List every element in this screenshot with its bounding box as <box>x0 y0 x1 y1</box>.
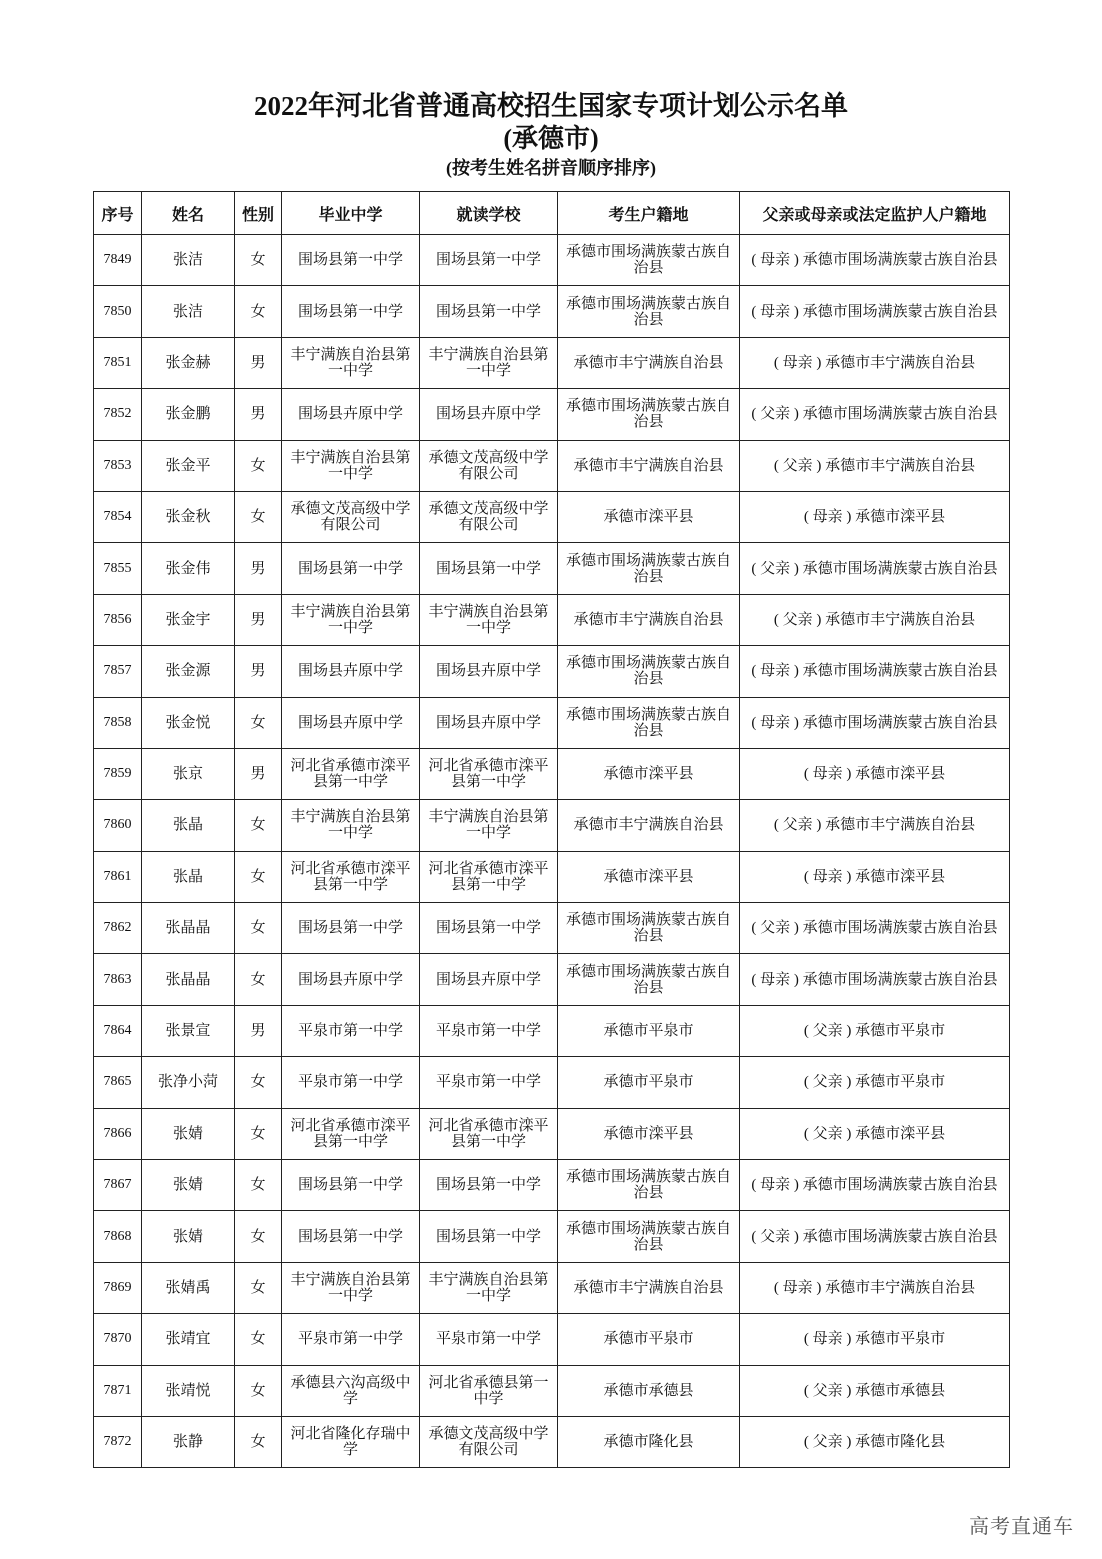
cell-graduated-school: 河北省承德市滦平县第一中学 <box>282 851 420 902</box>
table-row <box>94 954 1010 1005</box>
cell-guardian-residence: ( 父亲 ) 承德市丰宁满族自治县 <box>740 594 1010 645</box>
cell-graduated-school: 丰宁满族自治县第一中学 <box>282 440 420 491</box>
cell-student-residence: 承德市滦平县 <box>558 491 740 542</box>
table-row <box>94 1108 1010 1159</box>
column-header-current-school: 就读学校 <box>420 192 558 235</box>
cell-index: 7867 <box>94 1160 142 1211</box>
cell-guardian-residence: ( 母亲 ) 承德市围场满族蒙古族自治县 <box>740 646 1010 697</box>
cell-index: 7849 <box>94 235 142 286</box>
cell-index: 7871 <box>94 1365 142 1416</box>
cell-index: 7866 <box>94 1108 142 1159</box>
cell-name: 张晶 <box>142 800 235 851</box>
table-row <box>94 851 1010 902</box>
cell-graduated-school: 丰宁满族自治县第一中学 <box>282 594 420 645</box>
column-header-student-residence: 考生户籍地 <box>558 192 740 235</box>
cell-guardian-residence: ( 母亲 ) 承德市丰宁满族自治县 <box>740 337 1010 388</box>
table-body <box>94 235 1010 1468</box>
cell-index: 7865 <box>94 1057 142 1108</box>
document-title: 2022年河北省普通高校招生国家专项计划公示名单 <box>254 91 848 121</box>
cell-student-residence: 承德市滦平县 <box>558 851 740 902</box>
table-row <box>94 286 1010 337</box>
cell-gender: 女 <box>235 697 282 748</box>
table-row <box>94 440 1010 491</box>
cell-current-school: 围场县卉原中学 <box>420 954 558 1005</box>
cell-current-school: 围场县第一中学 <box>420 1211 558 1262</box>
cell-gender: 女 <box>235 954 282 1005</box>
cell-index: 7868 <box>94 1211 142 1262</box>
cell-guardian-residence: ( 母亲 ) 承德市滦平县 <box>740 851 1010 902</box>
cell-index: 7851 <box>94 337 142 388</box>
table-row <box>94 1314 1010 1365</box>
cell-gender: 女 <box>235 1211 282 1262</box>
cell-student-residence: 承德市围场满族蒙古族自治县 <box>558 286 740 337</box>
cell-name: 张静 <box>142 1416 235 1467</box>
cell-student-residence: 承德市隆化县 <box>558 1416 740 1467</box>
cell-gender: 女 <box>235 491 282 542</box>
table-row <box>94 491 1010 542</box>
cell-student-residence: 承德市围场满族蒙古族自治县 <box>558 235 740 286</box>
cell-graduated-school: 河北省承德市滦平县第一中学 <box>282 1108 420 1159</box>
cell-guardian-residence: ( 母亲 ) 承德市围场满族蒙古族自治县 <box>740 954 1010 1005</box>
cell-guardian-residence: ( 父亲 ) 承德市围场满族蒙古族自治县 <box>740 543 1010 594</box>
cell-guardian-residence: ( 母亲 ) 承德市平泉市 <box>740 1314 1010 1365</box>
cell-index: 7856 <box>94 594 142 645</box>
cell-student-residence: 承德市丰宁满族自治县 <box>558 800 740 851</box>
cell-index: 7854 <box>94 491 142 542</box>
column-header-graduated-school: 毕业中学 <box>282 192 420 235</box>
cell-graduated-school: 围场县第一中学 <box>282 1211 420 1262</box>
table-row <box>94 1262 1010 1313</box>
sort-note: (按考生姓名拼音顺序排序) <box>446 158 656 178</box>
cell-gender: 女 <box>235 1057 282 1108</box>
table-row <box>94 748 1010 799</box>
cell-name: 张金源 <box>142 646 235 697</box>
cell-index: 7857 <box>94 646 142 697</box>
cell-name: 张净小菏 <box>142 1057 235 1108</box>
cell-index: 7858 <box>94 697 142 748</box>
cell-gender: 男 <box>235 337 282 388</box>
cell-name: 张金悦 <box>142 697 235 748</box>
cell-graduated-school: 围场县第一中学 <box>282 903 420 954</box>
cell-name: 张金鹏 <box>142 389 235 440</box>
cell-student-residence: 承德市丰宁满族自治县 <box>558 337 740 388</box>
cell-name: 张金平 <box>142 440 235 491</box>
cell-student-residence: 承德市围场满族蒙古族自治县 <box>558 543 740 594</box>
cell-index: 7852 <box>94 389 142 440</box>
cell-gender: 男 <box>235 389 282 440</box>
table-row <box>94 1416 1010 1467</box>
cell-current-school: 围场县第一中学 <box>420 235 558 286</box>
cell-guardian-residence: ( 母亲 ) 承德市滦平县 <box>740 748 1010 799</box>
cell-gender: 男 <box>235 748 282 799</box>
column-header-guardian-residence: 父亲或母亲或法定监护人户籍地 <box>740 192 1010 235</box>
cell-index: 7872 <box>94 1416 142 1467</box>
cell-current-school: 围场县第一中学 <box>420 903 558 954</box>
cell-index: 7861 <box>94 851 142 902</box>
cell-graduated-school: 围场县第一中学 <box>282 1160 420 1211</box>
cell-student-residence: 承德市滦平县 <box>558 748 740 799</box>
cell-current-school: 围场县卉原中学 <box>420 646 558 697</box>
cell-current-school: 围场县卉原中学 <box>420 697 558 748</box>
cell-graduated-school: 平泉市第一中学 <box>282 1005 420 1056</box>
cell-current-school: 平泉市第一中学 <box>420 1005 558 1056</box>
cell-guardian-residence: ( 父亲 ) 承德市承德县 <box>740 1365 1010 1416</box>
table-row <box>94 337 1010 388</box>
cell-current-school: 河北省承德县第一中学 <box>420 1365 558 1416</box>
admission-list-table <box>93 191 1010 1468</box>
cell-gender: 女 <box>235 235 282 286</box>
cell-name: 张金伟 <box>142 543 235 594</box>
cell-name: 张京 <box>142 748 235 799</box>
cell-current-school: 承德文茂高级中学有限公司 <box>420 491 558 542</box>
cell-index: 7863 <box>94 954 142 1005</box>
cell-gender: 女 <box>235 851 282 902</box>
cell-gender: 女 <box>235 286 282 337</box>
cell-guardian-residence: ( 父亲 ) 承德市丰宁满族自治县 <box>740 800 1010 851</box>
cell-gender: 女 <box>235 1365 282 1416</box>
table-row <box>94 389 1010 440</box>
cell-current-school: 平泉市第一中学 <box>420 1314 558 1365</box>
cell-graduated-school: 丰宁满族自治县第一中学 <box>282 1262 420 1313</box>
cell-index: 7870 <box>94 1314 142 1365</box>
cell-graduated-school: 承德县六沟高级中学 <box>282 1365 420 1416</box>
cell-gender: 女 <box>235 440 282 491</box>
cell-guardian-residence: ( 父亲 ) 承德市丰宁满族自治县 <box>740 440 1010 491</box>
cell-student-residence: 承德市承德县 <box>558 1365 740 1416</box>
cell-graduated-school: 围场县第一中学 <box>282 286 420 337</box>
cell-gender: 男 <box>235 594 282 645</box>
cell-current-school: 承德文茂高级中学有限公司 <box>420 1416 558 1467</box>
table-row <box>94 697 1010 748</box>
cell-name: 张婧 <box>142 1211 235 1262</box>
cell-current-school: 丰宁满族自治县第一中学 <box>420 337 558 388</box>
cell-guardian-residence: ( 母亲 ) 承德市围场满族蒙古族自治县 <box>740 286 1010 337</box>
cell-guardian-residence: ( 父亲 ) 承德市围场满族蒙古族自治县 <box>740 389 1010 440</box>
cell-gender: 男 <box>235 1005 282 1056</box>
cell-name: 张靖宜 <box>142 1314 235 1365</box>
cell-guardian-residence: ( 父亲 ) 承德市围场满族蒙古族自治县 <box>740 1211 1010 1262</box>
cell-student-residence: 承德市丰宁满族自治县 <box>558 1262 740 1313</box>
cell-index: 7869 <box>94 1262 142 1313</box>
cell-index: 7864 <box>94 1005 142 1056</box>
cell-gender: 女 <box>235 1416 282 1467</box>
cell-gender: 女 <box>235 1262 282 1313</box>
table-row <box>94 235 1010 286</box>
cell-gender: 女 <box>235 903 282 954</box>
cell-guardian-residence: ( 父亲 ) 承德市围场满族蒙古族自治县 <box>740 903 1010 954</box>
cell-student-residence: 承德市围场满族蒙古族自治县 <box>558 697 740 748</box>
cell-gender: 女 <box>235 1160 282 1211</box>
cell-gender: 男 <box>235 646 282 697</box>
cell-name: 张晶 <box>142 851 235 902</box>
cell-index: 7855 <box>94 543 142 594</box>
cell-current-school: 围场县第一中学 <box>420 543 558 594</box>
cell-current-school: 承德文茂高级中学有限公司 <box>420 440 558 491</box>
cell-current-school: 丰宁满族自治县第一中学 <box>420 1262 558 1313</box>
cell-graduated-school: 围场县卉原中学 <box>282 389 420 440</box>
table-row <box>94 594 1010 645</box>
cell-guardian-residence: ( 父亲 ) 承德市平泉市 <box>740 1005 1010 1056</box>
cell-index: 7862 <box>94 903 142 954</box>
document-subtitle: (承德市) <box>503 124 599 153</box>
cell-guardian-residence: ( 母亲 ) 承德市滦平县 <box>740 491 1010 542</box>
cell-name: 张晶晶 <box>142 903 235 954</box>
cell-name: 张晶晶 <box>142 954 235 1005</box>
cell-guardian-residence: ( 母亲 ) 承德市围场满族蒙古族自治县 <box>740 1160 1010 1211</box>
cell-student-residence: 承德市围场满族蒙古族自治县 <box>558 954 740 1005</box>
cell-guardian-residence: ( 父亲 ) 承德市滦平县 <box>740 1108 1010 1159</box>
cell-current-school: 围场县第一中学 <box>420 1160 558 1211</box>
cell-name: 张婧 <box>142 1108 235 1159</box>
cell-guardian-residence: ( 母亲 ) 承德市围场满族蒙古族自治县 <box>740 697 1010 748</box>
cell-graduated-school: 围场县卉原中学 <box>282 697 420 748</box>
table-row <box>94 646 1010 697</box>
cell-graduated-school: 河北省承德市滦平县第一中学 <box>282 748 420 799</box>
cell-student-residence: 承德市平泉市 <box>558 1005 740 1056</box>
cell-student-residence: 承德市围场满族蒙古族自治县 <box>558 903 740 954</box>
column-header-index: 序号 <box>94 192 142 235</box>
cell-gender: 女 <box>235 800 282 851</box>
cell-current-school: 丰宁满族自治县第一中学 <box>420 594 558 645</box>
cell-graduated-school: 丰宁满族自治县第一中学 <box>282 337 420 388</box>
cell-guardian-residence: ( 母亲 ) 承德市围场满族蒙古族自治县 <box>740 235 1010 286</box>
column-header-name: 姓名 <box>142 192 235 235</box>
table-row <box>94 800 1010 851</box>
cell-current-school: 围场县第一中学 <box>420 286 558 337</box>
cell-name: 张婧禹 <box>142 1262 235 1313</box>
cell-name: 张洁 <box>142 235 235 286</box>
cell-current-school: 河北省承德市滦平县第一中学 <box>420 748 558 799</box>
cell-graduated-school: 围场县卉原中学 <box>282 646 420 697</box>
cell-current-school: 河北省承德市滦平县第一中学 <box>420 1108 558 1159</box>
table-row <box>94 1057 1010 1108</box>
cell-graduated-school: 河北省隆化存瑞中学 <box>282 1416 420 1467</box>
table-row <box>94 1365 1010 1416</box>
table-row <box>94 1005 1010 1056</box>
cell-index: 7860 <box>94 800 142 851</box>
cell-graduated-school: 围场县第一中学 <box>282 543 420 594</box>
cell-current-school: 围场县卉原中学 <box>420 389 558 440</box>
cell-graduated-school: 围场县第一中学 <box>282 235 420 286</box>
cell-student-residence: 承德市平泉市 <box>558 1314 740 1365</box>
cell-index: 7859 <box>94 748 142 799</box>
cell-name: 张金秋 <box>142 491 235 542</box>
cell-gender: 女 <box>235 1314 282 1365</box>
cell-student-residence: 承德市滦平县 <box>558 1108 740 1159</box>
cell-graduated-school: 承德文茂高级中学有限公司 <box>282 491 420 542</box>
cell-graduated-school: 围场县卉原中学 <box>282 954 420 1005</box>
cell-student-residence: 承德市围场满族蒙古族自治县 <box>558 646 740 697</box>
cell-student-residence: 承德市平泉市 <box>558 1057 740 1108</box>
cell-gender: 男 <box>235 543 282 594</box>
table-row <box>94 543 1010 594</box>
cell-name: 张景宣 <box>142 1005 235 1056</box>
cell-student-residence: 承德市围场满族蒙古族自治县 <box>558 389 740 440</box>
cell-gender: 女 <box>235 1108 282 1159</box>
cell-student-residence: 承德市围场满族蒙古族自治县 <box>558 1211 740 1262</box>
cell-index: 7853 <box>94 440 142 491</box>
table-row <box>94 1160 1010 1211</box>
cell-graduated-school: 丰宁满族自治县第一中学 <box>282 800 420 851</box>
column-header-gender: 性别 <box>235 192 282 235</box>
cell-name: 张婧 <box>142 1160 235 1211</box>
cell-guardian-residence: ( 父亲 ) 承德市隆化县 <box>740 1416 1010 1467</box>
watermark: 高考直通车 <box>969 1514 1074 1538</box>
cell-student-residence: 承德市丰宁满族自治县 <box>558 440 740 491</box>
cell-name: 张金宇 <box>142 594 235 645</box>
table-row <box>94 1211 1010 1262</box>
table-row <box>94 903 1010 954</box>
cell-student-residence: 承德市丰宁满族自治县 <box>558 594 740 645</box>
cell-guardian-residence: ( 母亲 ) 承德市丰宁满族自治县 <box>740 1262 1010 1313</box>
table-header-row <box>94 192 1010 235</box>
cell-graduated-school: 平泉市第一中学 <box>282 1057 420 1108</box>
cell-current-school: 河北省承德市滦平县第一中学 <box>420 851 558 902</box>
cell-graduated-school: 平泉市第一中学 <box>282 1314 420 1365</box>
cell-current-school: 平泉市第一中学 <box>420 1057 558 1108</box>
cell-student-residence: 承德市围场满族蒙古族自治县 <box>558 1160 740 1211</box>
cell-current-school: 丰宁满族自治县第一中学 <box>420 800 558 851</box>
cell-guardian-residence: ( 父亲 ) 承德市平泉市 <box>740 1057 1010 1108</box>
cell-name: 张洁 <box>142 286 235 337</box>
cell-name: 张金赫 <box>142 337 235 388</box>
cell-index: 7850 <box>94 286 142 337</box>
cell-name: 张靖悦 <box>142 1365 235 1416</box>
